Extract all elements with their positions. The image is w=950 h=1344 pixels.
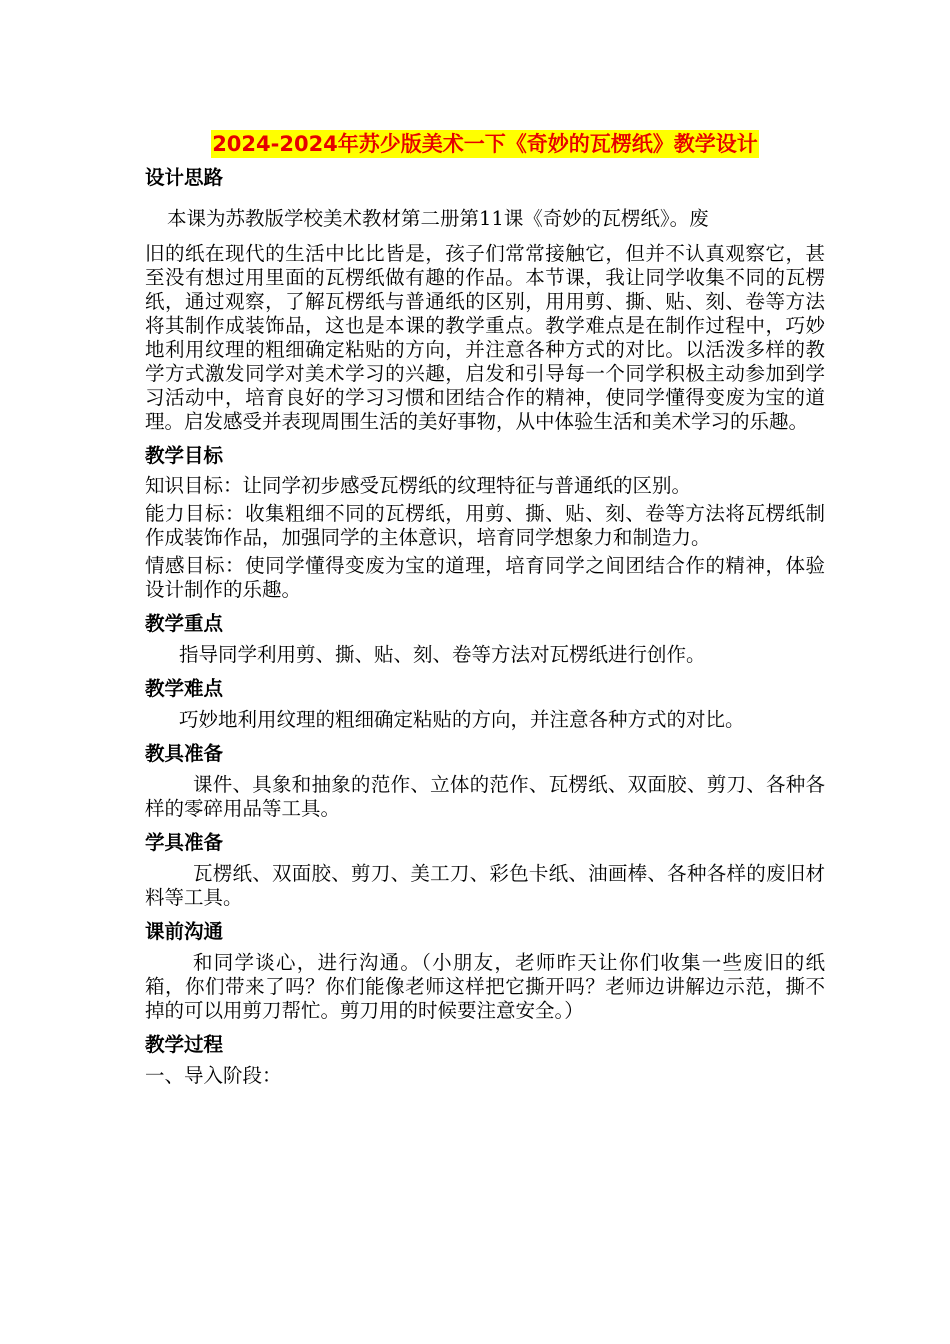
goal-ability: 能力目标：收集粗细不同的瓦楞纸，用剪、撕、贴、刻、卷等方法将瓦楞纸制作成装饰作品，加强同学的主体意识，培育同学想象力和制造力。 <box>145 502 825 549</box>
heading-teacher-tools: 教具准备 <box>145 742 224 765</box>
heading-difficulty: 教学难点 <box>145 677 224 700</box>
design-idea-body: 旧的纸在现代的生活中比比皆是，孩子们常常接触它，但并不认真观察它，甚至没有想过用里面的瓦楞纸做有趣的作品。本节课，我让同学收集不同的瓦楞纸，通过观察，了解瓦楞纸与普通纸的区别，用用剪、撕、贴、刻、卷等方法将其制作成装饰品，这也是本课的教学重点。教学难点是在制作过程中，巧妙地利用纹理的粗细确定粘贴的方向，并注意各种方式的对比。以活泼多样的教学方式激发同学对美术学习的兴趣，启发和引导每一个同学积极主动参加到学习活动中，培育良好的学习习惯和团结合作的精神，使同学懂得变废为宝的道理。启发感受并表现周围生活的美好事物，从中体验生活和美术学习的乐趣。 <box>145 242 825 433</box>
goal-emotion: 情感目标：使同学懂得变废为宝的道理，培育同学之间团结合作的精神，体验设计制作的乐趣。 <box>145 554 825 601</box>
title-row <box>145 130 825 158</box>
heading-pre-class: 课前沟通 <box>145 920 224 943</box>
heading-design-idea: 设计思路 <box>145 166 224 189</box>
document-page <box>145 130 825 1088</box>
difficulty-text: 巧妙地利用纹理的粗细确定粘贴的方向，并注意各种方式的对比。 <box>179 708 745 731</box>
pre-class-text: 和同学谈心，进行沟通。（小朋友，老师昨天让你们收集一些废旧的纸箱，你们带来了吗？你们能像老师这样把它撕开吗？老师边讲解边示范，撕不掉的可以用剪刀帮忙。剪刀用的时候要注意安全。） <box>145 951 825 1022</box>
heading-student-tools: 学具准备 <box>145 831 224 854</box>
heading-goals: 教学目标 <box>145 444 224 467</box>
teacher-tools-text: 课件、具象和抽象的范作、立体的范作、瓦楞纸、双面胶、剪刀、各种各样的零碎用品等工具。 <box>145 773 825 820</box>
key-point-text: 指导同学利用剪、撕、贴、刻、卷等方法对瓦楞纸进行创作。 <box>179 643 706 666</box>
heading-process: 教学过程 <box>145 1033 224 1056</box>
heading-key-point: 教学重点 <box>145 612 224 635</box>
design-idea-paragraph <box>145 207 825 434</box>
goal-knowledge: 知识目标：让同学初步感受瓦楞纸的纹理特征与普通纸的区别。 <box>145 474 692 497</box>
student-tools-text: 瓦楞纸、双面胶、剪刀、美工刀、彩色卡纸、油画棒、各种各样的废旧材料等工具。 <box>145 862 825 909</box>
design-idea-first-line: 本课为苏教版学校美术教材第二册第11课《奇妙的瓦楞纸》。废 <box>167 207 709 230</box>
document-title: 2024-2024年苏少版美术一下《奇妙的瓦楞纸》教学设计 <box>212 132 758 156</box>
process-step-1: 一、导入阶段： <box>145 1064 282 1087</box>
